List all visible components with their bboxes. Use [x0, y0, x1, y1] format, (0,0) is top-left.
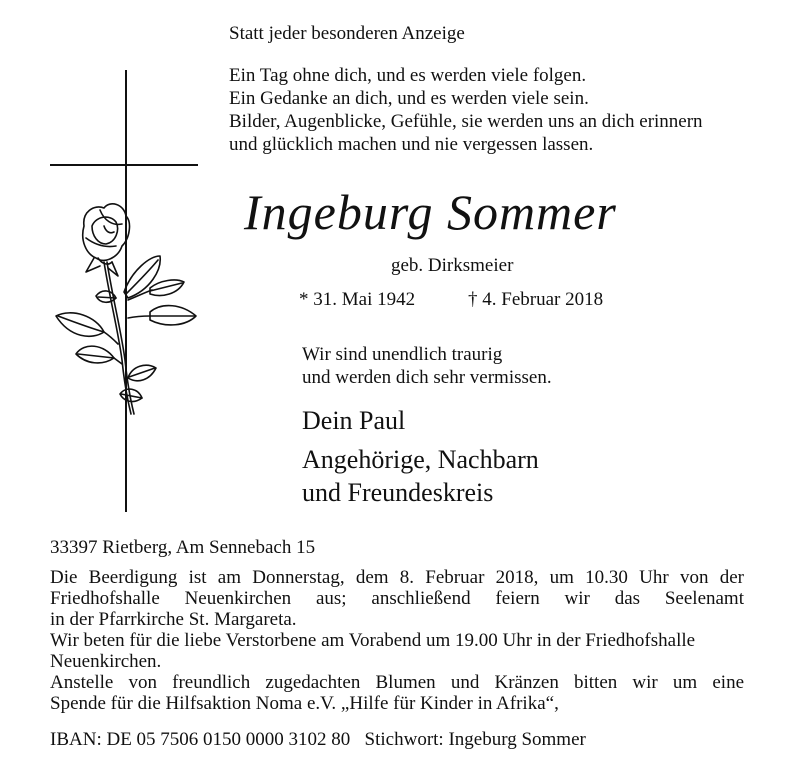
funeral-line: Spende für die Hilfsaktion Noma e.V. „Hilfe für Kinder in Afrika“,: [50, 693, 559, 714]
funeral-line: in der Pfarrkirche St. Margareta.: [50, 609, 297, 630]
birth-date: * 31. Mai 1942: [299, 289, 416, 310]
poem-line: und glücklich machen und nie vergessen lassen.: [229, 134, 594, 155]
intro-text: Statt jeder besonderen Anzeige: [229, 23, 465, 44]
deceased-name: Ingeburg Sommer: [244, 184, 617, 240]
mourner-relatives: Angehörige, Nachbarn: [302, 445, 539, 474]
poem-line: Ein Gedanke an dich, und es werden viele sein.: [229, 88, 589, 109]
maiden-name: geb. Dirksmeier: [391, 255, 514, 276]
funeral-line: Neuenkirchen.: [50, 651, 162, 672]
poem: [229, 64, 703, 156]
bank-details: IBAN: DE 05 7506 0150 0000 3102 80 Stichwort: Ingeburg Sommer: [50, 729, 586, 750]
poem-line: Bilder, Augenblicke, Gefühle, sie werden uns an dich erinnern: [229, 111, 703, 132]
funeral-line: Wir beten für die liebe Verstorbene am Vorabend um 19.00 Uhr in der Friedhofshalle: [50, 630, 696, 651]
funeral-line: Die Beerdigung ist am Donnerstag, dem 8. Februar 2018, um 10.30 Uhr von der: [50, 567, 744, 588]
message-line: Wir sind unendlich traurig: [302, 344, 503, 365]
death-date: † 4. Februar 2018: [468, 289, 604, 310]
funeral-line: Friedhofshalle Neuenkirchen aus; anschließend feiern wir das Seelenamt: [50, 588, 744, 609]
funeral-line: Anstelle von freundlich zugedachten Blumen und Kränzen bitten wir um eine: [50, 672, 744, 693]
poem-line: Ein Tag ohne dich, und es werden viele folgen.: [229, 65, 587, 86]
funeral-details: [50, 567, 744, 714]
address: 33397 Rietberg, Am Sennebach 15: [50, 537, 316, 558]
condolence-message: [302, 343, 552, 389]
mourner-paul: Dein Paul: [302, 406, 406, 435]
mourner-friends: und Freundeskreis: [302, 478, 494, 507]
message-line: und werden dich sehr vermissen.: [302, 367, 552, 388]
